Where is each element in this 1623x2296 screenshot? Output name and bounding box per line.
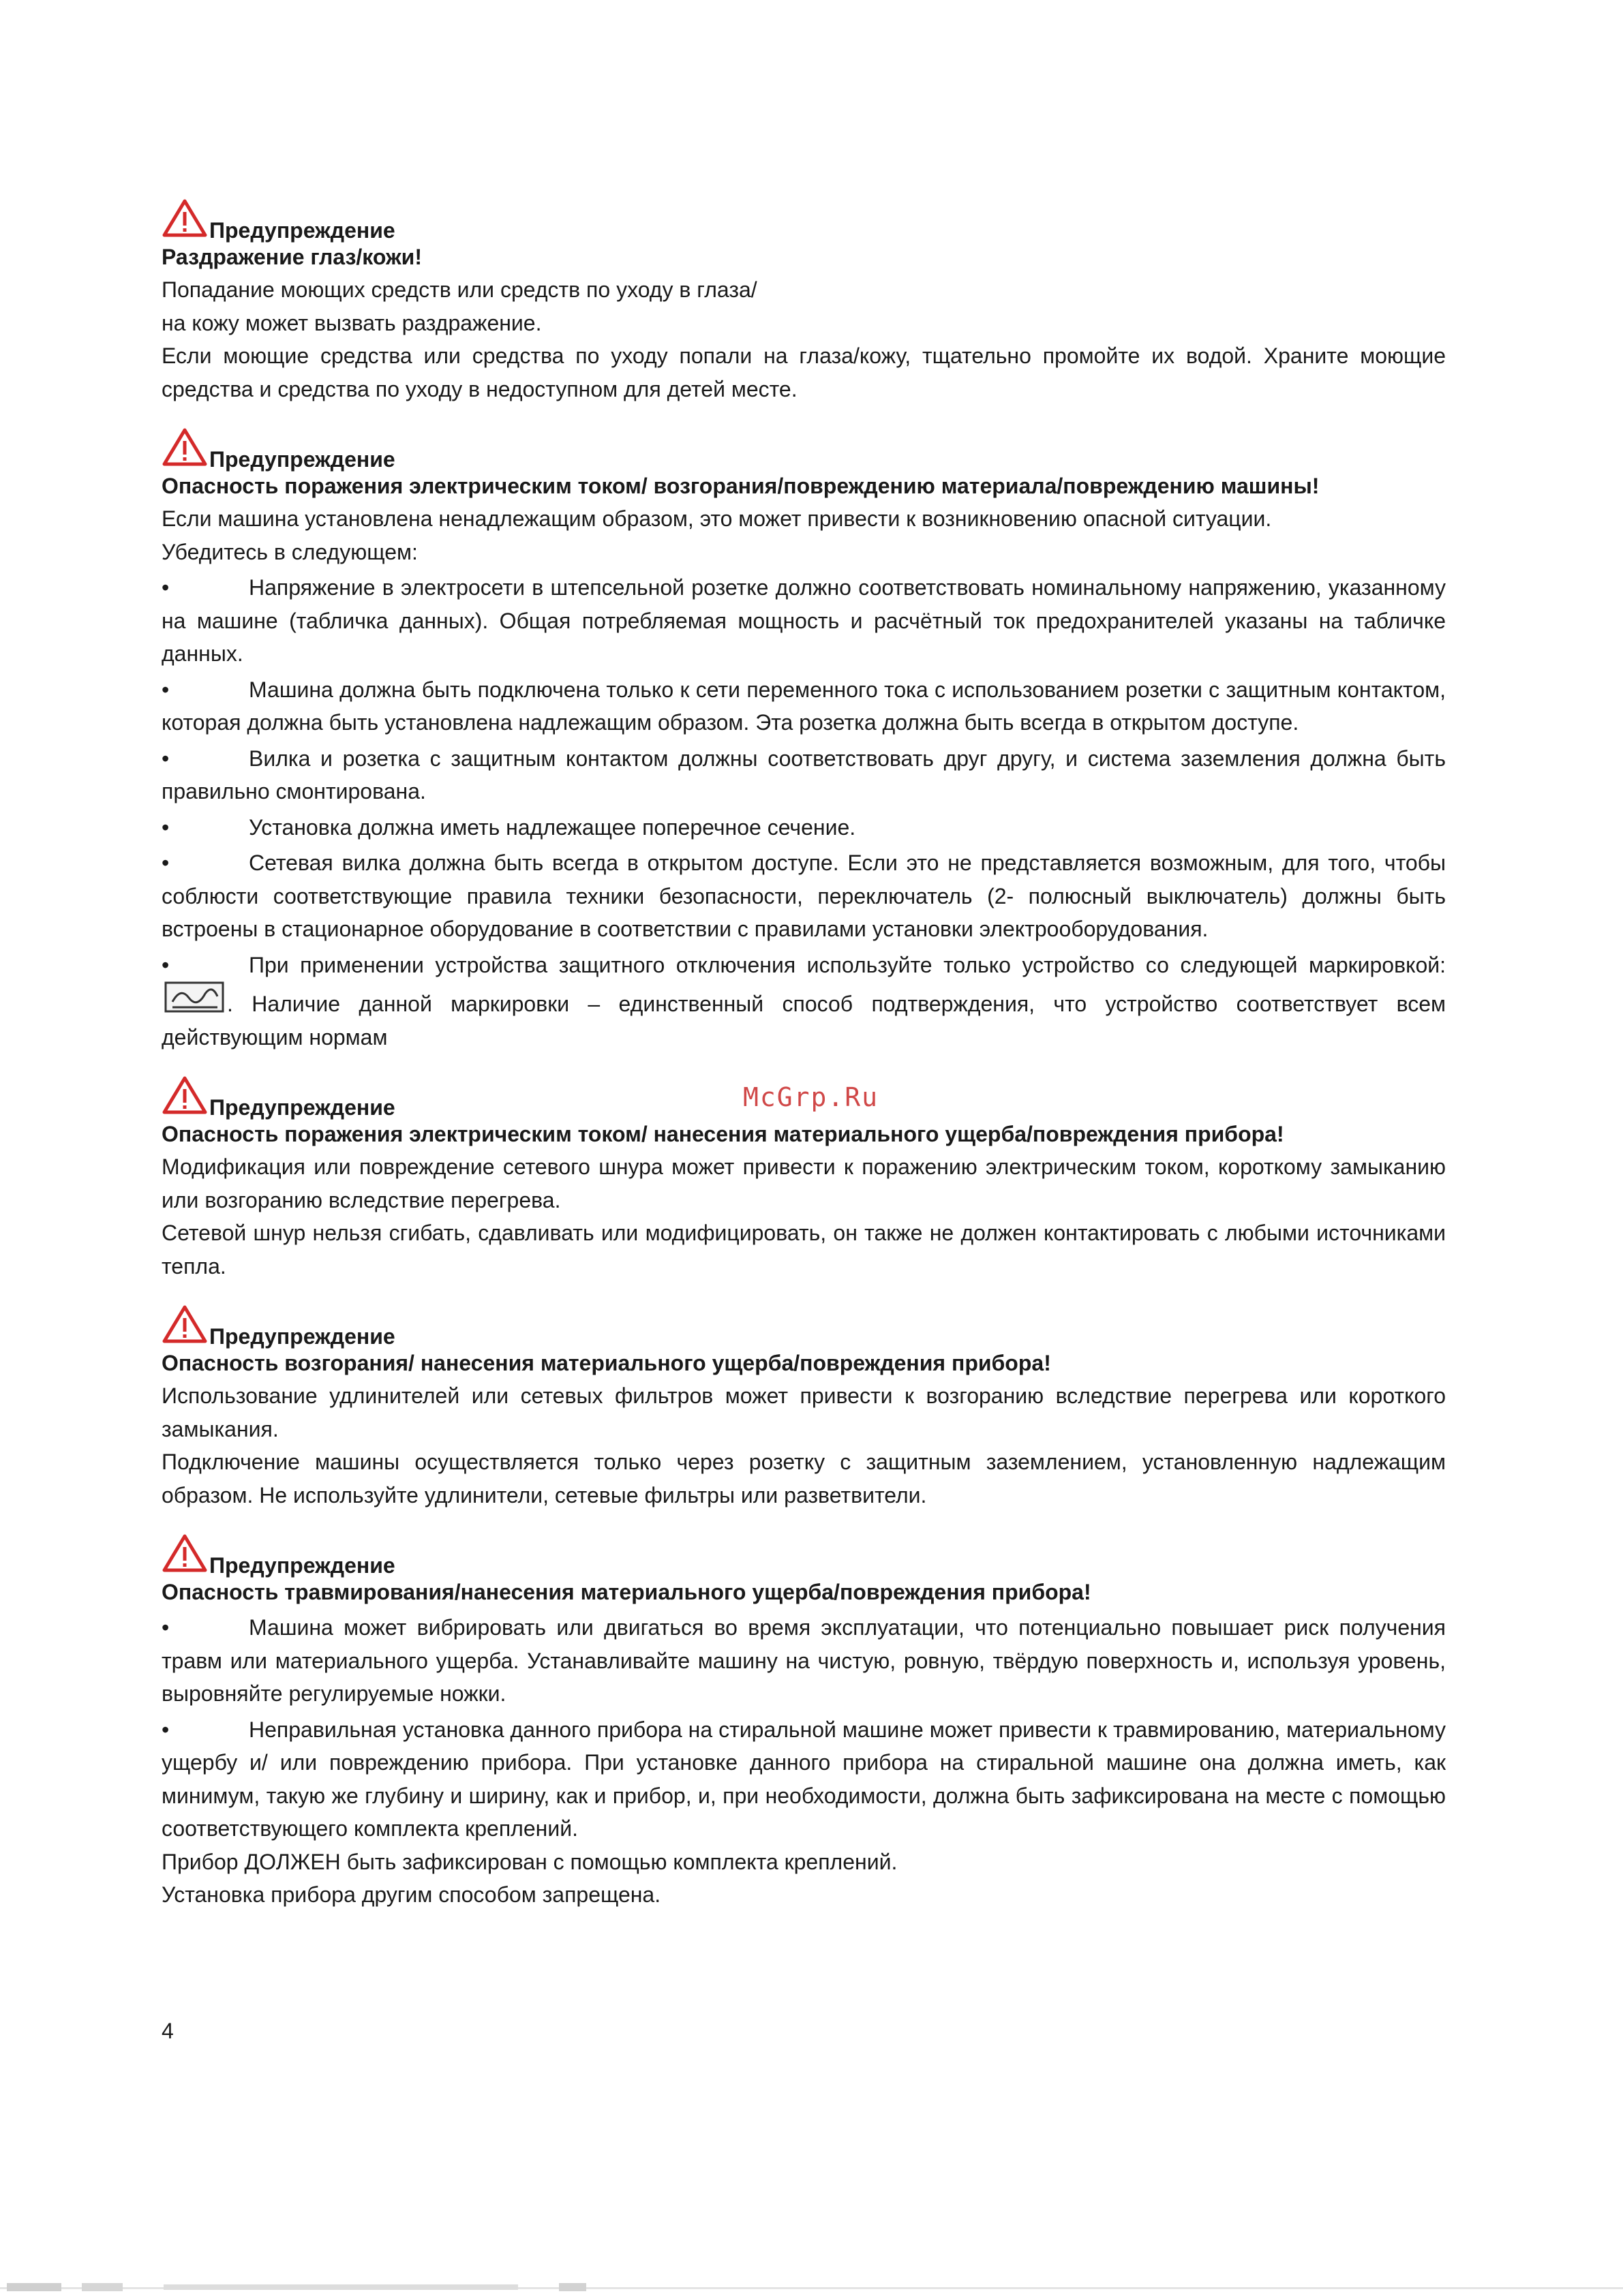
warning-triangle-icon xyxy=(162,427,208,467)
paragraph: Прибор ДОЛЖЕН быть зафиксирован с помощью комплекта креплений. xyxy=(162,1849,898,1874)
bullet-text: При применении устройства защитного отключения используйте только устройство со следующей маркировкой: xyxy=(249,952,1446,977)
page-number: 4 xyxy=(162,2019,174,2043)
bullet-symbol: • xyxy=(162,1615,170,1640)
bullet-symbol: • xyxy=(162,851,170,875)
paragraph: Модификация или повреждение сетевого шнура может привести к поражению электрическим током, короткому замыканию или возгоранию вследствие перегрева. xyxy=(162,1154,1446,1212)
warning-label: Предупреждение xyxy=(209,218,395,243)
warning-electric-shock-installation xyxy=(162,423,1446,1054)
bullet-item xyxy=(162,1611,1446,1711)
warning-subtitle: Опасность возгорания/ нанесения материального ущерба/повреждения прибора! xyxy=(162,1351,1051,1375)
bullet-text: Машина должна быть подключена только к сети переменного тока с использованием розетки с защитным контактом, которая должна быть установлена надлежащим образом. Эта розетка должна быть всегда в открытом доступе. xyxy=(162,677,1446,735)
warning-subtitle: Раздражение глаз/кожи! xyxy=(162,245,422,269)
bullet-symbol: • xyxy=(162,952,170,977)
paragraph: Сетевой шнур нельзя сгибать, сдавливать или модифицировать, он также не должен контактировать с любыми источниками тепла. xyxy=(162,1221,1446,1279)
warning-label: Предупреждение xyxy=(209,1095,395,1120)
paragraph: Если машина установлена ненадлежащим образом, это может привести к возникновению опасной ситуации. xyxy=(162,506,1272,531)
bullet-item-rcd xyxy=(162,949,1446,1054)
warning-header xyxy=(162,194,1446,243)
warning-header xyxy=(162,1300,1446,1349)
warning-label: Предупреждение xyxy=(209,1324,395,1349)
bullet-text: Вилка и розетка с защитным контактом должны соответствовать друг другу, и система заземления должна быть правильно смонтирована. xyxy=(162,746,1446,803)
warning-subtitle: Опасность поражения электрическим током/ нанесения материального ущерба/повреждения прибора! xyxy=(162,1122,1284,1146)
bullet-text: Установка должна иметь надлежащее поперечное сечение. xyxy=(249,814,856,840)
bullet-symbol: • xyxy=(162,677,170,702)
rcd-marking-icon xyxy=(164,981,224,1015)
bullet-item xyxy=(162,673,1446,739)
warning-triangle-icon xyxy=(162,198,208,238)
document-body xyxy=(162,194,1446,1912)
bullet-symbol: • xyxy=(162,746,170,771)
bullet-text: Неправильная установка данного прибора на стиральной машине может привести к травмированию, материальному ущербу и/ или повреждению прибора. При установке данного прибора на стиральной машине она должна иметь, как минимум, такую же глубину и ширину, как и прибор, и, при необходимости, должна быть зафиксирована на месте с помощью соответствующего комплекта креплений. xyxy=(162,1717,1446,1841)
scan-edge-artifact xyxy=(0,2278,1623,2296)
bullet-text: Машина может вибрировать или двигаться во время эксплуатации, что потенциально повышает риск получения травм или материального ущерба. Устанавливайте машину на чистую, ровную, твёрдую поверхность и, используя уровень, выровняйте регулируемые ножки. xyxy=(162,1615,1446,1706)
paragraph: Установка прибора другим способом запрещена. xyxy=(162,1882,661,1907)
paragraph: Попадание моющих средств или средств по уходу в глаза/ xyxy=(162,277,757,302)
bullet-symbol: • xyxy=(162,1717,170,1742)
bullet-text-continued: . Наличие данной маркировки – единственный способ подтверждения, что устройство соответствует всем действующим нормам xyxy=(162,992,1446,1050)
paragraph: Если моющие средства или средства по уходу попали на глаза/кожу, тщательно промойте их водой. Храните моющие средства и средства по уходу в недоступном для детей месте. xyxy=(162,343,1446,401)
warning-triangle-icon xyxy=(162,1075,208,1115)
watermark: McGrp.Ru xyxy=(743,1082,879,1112)
paragraph: на кожу может вызвать раздражение. xyxy=(162,310,542,335)
bullet-text: Напряжение в электросети в штепсельной розетке должно соответствовать номинальному напряжению, указанному на машине (табличка данных). Общая потребляемая мощность и расчётный ток предохранителей указаны на табличке данных. xyxy=(162,575,1446,666)
warning-label: Предупреждение xyxy=(209,1553,395,1578)
warning-extension-cords xyxy=(162,1300,1446,1512)
paragraph: Подключение машины осуществляется только через розетку с защитным заземлением, установленную надлежащим образом. Не используйте удлинители, сетевые фильтры или разветвители. xyxy=(162,1450,1446,1507)
bullet-item xyxy=(162,811,1446,844)
warning-triangle-icon xyxy=(162,1533,208,1573)
warning-label: Предупреждение xyxy=(209,447,395,472)
bullet-text: Сетевая вилка должна быть всегда в открытом доступе. Если это не представляется возможным, для того, чтобы соблюсти соответствующие правила техники безопасности, переключатель (2- полюсный выключатель) должны быть встроены в стационарное оборудование в соответствии с правилами установки электрооборудования. xyxy=(162,851,1446,941)
warning-header xyxy=(162,423,1446,472)
bullet-item xyxy=(162,742,1446,808)
bullet-item xyxy=(162,846,1446,946)
warning-subtitle: Опасность поражения электрическим током/ возгорания/повреждению материала/повреждению машины! xyxy=(162,474,1320,498)
warning-eye-skin-irritation xyxy=(162,194,1446,405)
warning-triangle-icon xyxy=(162,1304,208,1344)
bullet-item xyxy=(162,1713,1446,1846)
warning-injury-installation xyxy=(162,1529,1446,1912)
warning-header xyxy=(162,1529,1446,1578)
bullet-symbol: • xyxy=(162,814,170,840)
bullet-item xyxy=(162,571,1446,671)
warning-subtitle: Опасность травмирования/нанесения материального ущерба/повреждения прибора! xyxy=(162,1580,1091,1604)
bullet-symbol: • xyxy=(162,575,170,600)
paragraph: Убедитесь в следующем: xyxy=(162,539,418,564)
paragraph: Использование удлинителей или сетевых фильтров может привести к возгоранию вследствие перегрева или короткого замыкания. xyxy=(162,1383,1446,1441)
